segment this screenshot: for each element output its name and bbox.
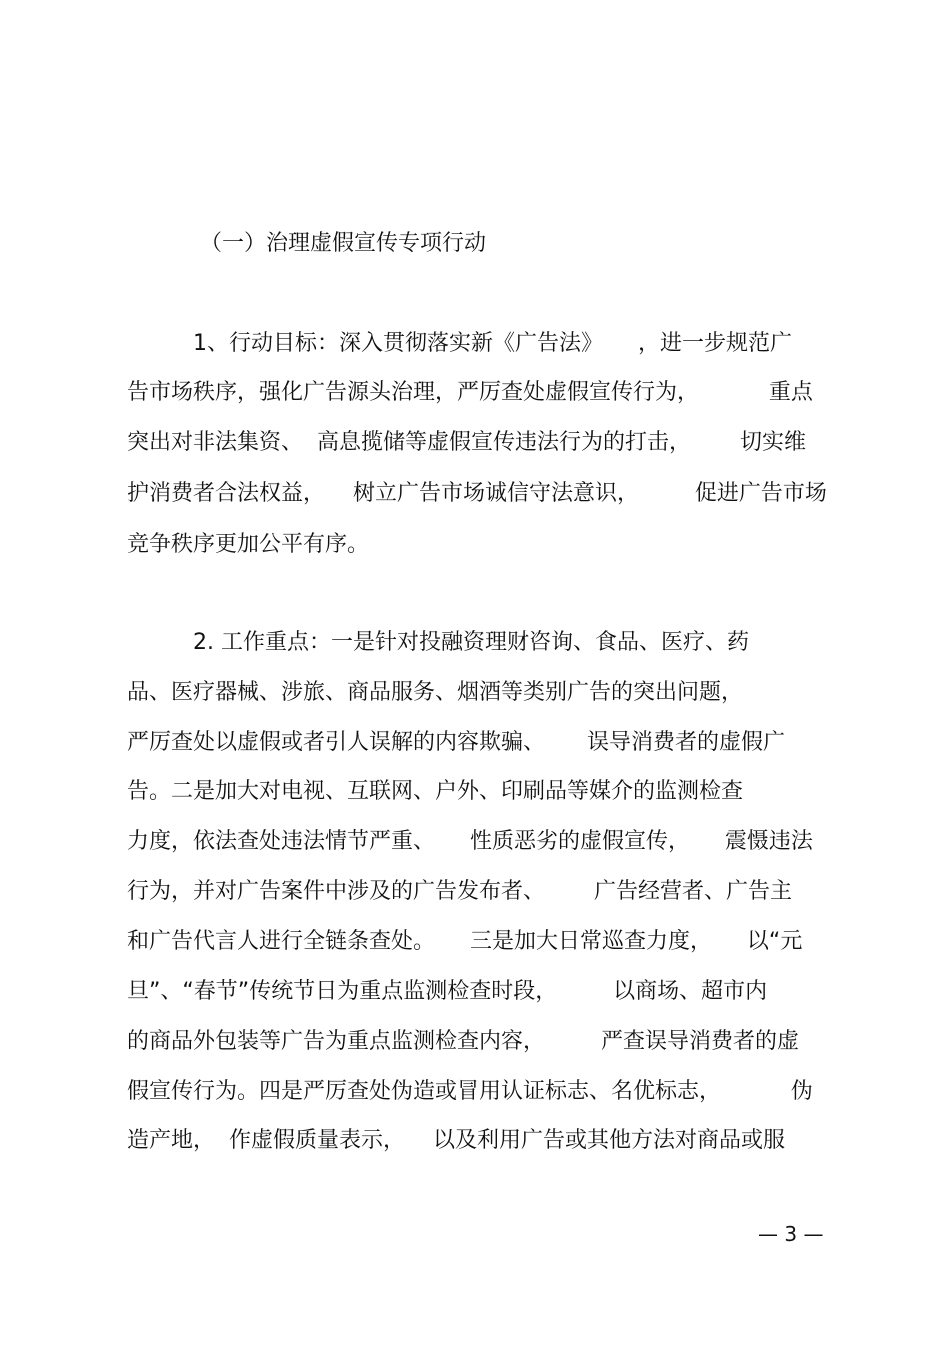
paragraph-line: 品、医疗器械、涉旅、商品服务、烟酒等类别广告的突出问题， [127, 680, 744, 705]
paragraph-line: 突出对非法集资、 高息揽储等虚假宣传违法行为的打击， 切实维 [127, 430, 806, 455]
paragraph-line: 1、行动目标：深入贯彻落实新《广告法》 ，进一步规范广 [193, 331, 792, 356]
paragraph-line: 旦”、“春节”传统节日为重点监测检查时段， 以商场、超市内 [127, 979, 768, 1004]
paragraph-line: 护消费者合法权益， 树立广告市场诚信守法意识， 促进广告市场 [127, 481, 827, 506]
paragraph-line: 和广告代言人进行全链条查处。 三是加大日常巡查力度， 以“元 [127, 929, 803, 954]
section-heading: （一）治理虚假宣传专项行动 [200, 231, 487, 256]
paragraph-line: 造产地， 作虚假质量表示， 以及利用广告或其他方法对商品或服 [127, 1128, 785, 1153]
paragraph-line: 2. 工作重点：一是针对投融资理财咨询、食品、医疗、药 [193, 630, 749, 655]
paragraph-line: 竞争秩序更加公平有序。 [127, 532, 370, 557]
paragraph-line: 力度，依法查处违法情节严重、 性质恶劣的虚假宣传， 震慑违法 [127, 829, 813, 854]
paragraph-line: 告市场秩序，强化广告源头治理，严厉查处虚假宣传行为， 重点 [127, 380, 813, 405]
paragraph-line: 严厉查处以虚假或者引人误解的内容欺骗、 误导消费者的虚假广 [127, 730, 785, 755]
paragraph-line: 假宣传行为。四是严厉查处伪造或冒用认证标志、名优标志， 伪 [127, 1079, 813, 1104]
paragraph-line: 告。二是加大对电视、互联网、户外、印刷品等媒介的监测检查 [127, 779, 744, 804]
paragraph-line: 的商品外包装等广告为重点监测检查内容， 严查误导消费者的虚 [127, 1029, 799, 1054]
paragraph-line: 行为，并对广告案件中涉及的广告发布者、 广告经营者、广告主 [127, 879, 792, 904]
page-number: — 3 — [758, 1222, 824, 1246]
